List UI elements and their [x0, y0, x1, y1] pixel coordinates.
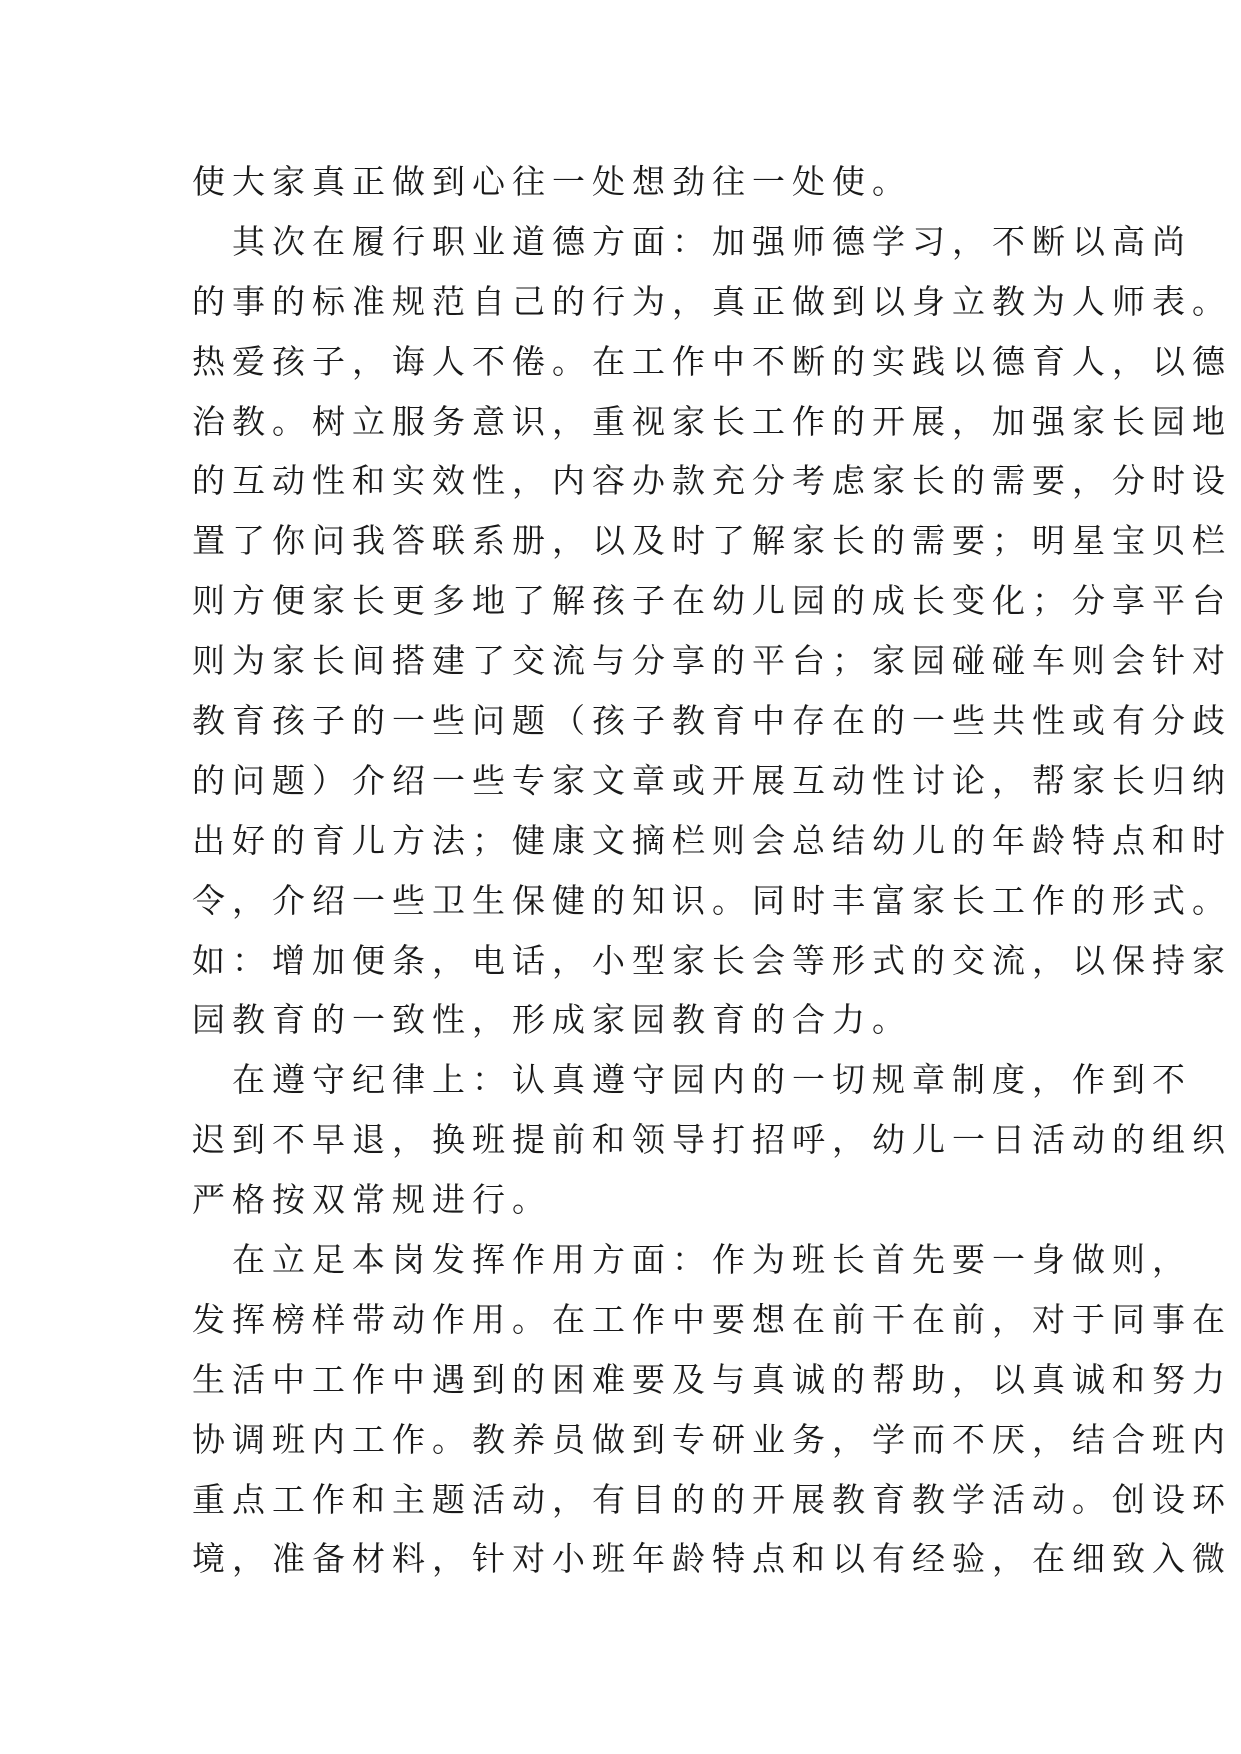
text-line: 的互动性和实效性，内容办款充分考虑家长的需要，分时设: [192, 461, 1232, 501]
text-line: 境，准备材料，针对小班年龄特点和以有经验，在细致入微: [192, 1539, 1232, 1579]
text-line: 则方便家长更多地了解孩子在幼儿园的成长变化；分享平台: [192, 581, 1232, 621]
text-line: 的问题）介绍一些专家文章或开展互动性讨论，帮家长归纳: [192, 760, 1232, 800]
text-line: 严格按双常规进行。: [192, 1180, 552, 1220]
text-line: 治教。树立服务意识，重视家长工作的开展，加强家长园地: [192, 401, 1232, 441]
text-line: 生活中工作中遇到的困难要及与真诚的帮助，以真诚和努力: [192, 1359, 1232, 1399]
text-line: 协调班内工作。教养员做到专研业务，学而不厌，结合班内: [192, 1419, 1232, 1459]
text-line: 则为家长间搭建了交流与分享的平台；家园碰碰车则会针对: [192, 641, 1232, 681]
text-line: 使大家真正做到心往一处想劲往一处使。: [192, 162, 912, 201]
text-line: 置了你问我答联系册，以及时了解家长的需要；明星宝贝栏: [192, 521, 1232, 561]
text-line: 在遵守纪律上：认真遵守园内的一切规章制度，作到不: [192, 1060, 1192, 1100]
text-line: 园教育的一致性，形成家园教育的合力。: [192, 1000, 912, 1040]
text-line: 热爱孩子，诲人不倦。在工作中不断的实践以德育人，以德: [192, 341, 1232, 381]
body-text: [192, 152, 1232, 1589]
text-line: 迟到不早退，换班提前和领导打招呼，幼儿一日活动的组织: [192, 1120, 1232, 1160]
text-line: 重点工作和主题活动，有目的的开展教育教学活动。创设环: [192, 1479, 1232, 1519]
text-line: 令，介绍一些卫生保健的知识。同时丰富家长工作的形式。: [192, 880, 1232, 920]
text-line: 在立足本岗发挥作用方面：作为班长首先要一身做则，: [192, 1240, 1192, 1280]
text-line: 的事的标准规范自己的行为，真正做到以身立教为人师表。: [192, 281, 1232, 321]
text-line: 其次在履行职业道德方面：加强师德学习，不断以高尚: [192, 221, 1192, 261]
text-line: 发挥榜样带动作用。在工作中要想在前干在前，对于同事在: [192, 1299, 1232, 1339]
text-line: 出好的育儿方法；健康文摘栏则会总结幼儿的年龄特点和时: [192, 820, 1232, 860]
text-line: 教育孩子的一些问题（孩子教育中存在的一些共性或有分歧: [192, 701, 1232, 741]
text-line: 如：增加便条，电话，小型家长会等形式的交流，以保持家: [192, 940, 1232, 980]
